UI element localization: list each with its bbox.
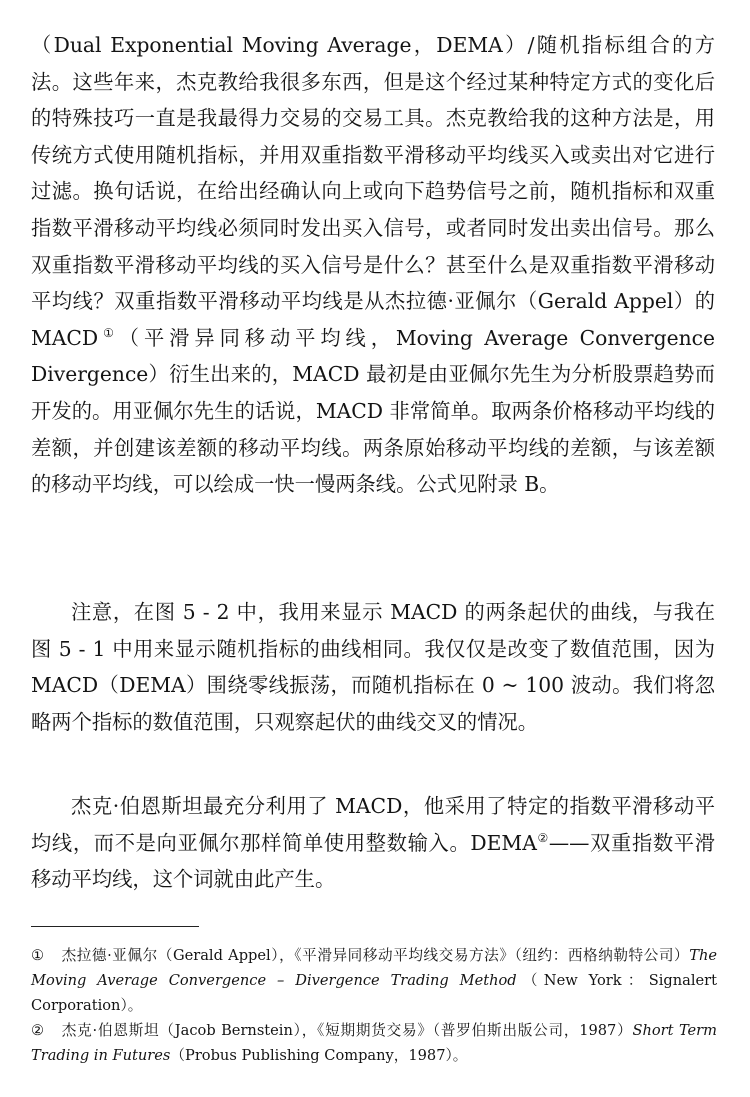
footnote-ref-1[interactable]: ① — [98, 325, 119, 340]
footnote-1 — [31, 943, 717, 1018]
body-paragraph-1 — [31, 27, 715, 503]
footnote-ref-2[interactable]: ② — [536, 830, 549, 845]
paragraph-1-text: （Dual Exponential Moving Average，DEMA）/随机指标组合的方法。这些年来，杰克教给我很多东西，但是这个经过某种特定方式的变化后的特殊技巧一直是我最得力交易的交易工具。杰克教给我的这种方法是，用传统方式使用随机指标，并用双重指数平滑移动平均线买入或卖出对它进行过滤。换句话说，在给出经确认向上或向下趋势信号之前，随机指标和双重指数平滑移动平均线必须同时发出买入信号，或者同时发出卖出信号。那么双重指数平滑移动平均线的买入信号是什么？甚至什么是双重指数平滑移动平均线？双重指数平滑移动平均线是从杰拉德·亚佩尔（Gerald Appel）的 — [31, 33, 715, 314]
paragraph-3-start: 杰克·伯恩斯坦最充分利用了 MACD，他采用了特定的指数平滑移动平均线，而不是向亚佩尔那样简单使用整数输入。DEMA — [31, 794, 715, 855]
footnote-1-title: The Moving Average Convergence – Divergence Trading Method — [31, 947, 717, 989]
body-paragraph-3 — [31, 788, 715, 898]
footnote-1-text-before: 杰拉德·亚佩尔（Gerald Appel），《平滑异同移动平均线交易方法》（纽约：西格纳勒特公司） — [61, 947, 690, 964]
footnote-1-text-after: （New York：Signalert Corporation）。 — [31, 972, 717, 1014]
paragraph-3-end: ——双重指数平滑移动平均线，这个词就由此产生。 — [31, 830, 715, 892]
paragraph-1-rest: （平滑异同移动平均线，Moving Average Convergence Divergence）衍生出来的，MACD 最初是由亚佩尔先生为分析股票趋势而开发的。用亚佩尔先生的话说，MACD 非常简单。取两条价格移动平均线的差额，并创建该差额的移动平均线。两条原始移动平均线的差额，与该差额的移动平均线，可以绘成一快一慢两条线。公式见附录 B。 — [31, 325, 715, 497]
body-paragraph-2: 注意，在图 5 - 2 中，我用来显示 MACD 的两条起伏的曲线，与我在图 5 - 1 中用来显示随机指标的曲线相同。我仅仅是改变了数值范围，因为 MACD（DEMA）围绕零线振荡，而随机指标在 0 ~ 100 波动。我们将忽略两个指标的数值范围，只观察起伏的曲线交叉的情况。 — [31, 600, 715, 734]
footnote-2 — [31, 1018, 717, 1068]
footnote-2-number: ② — [31, 1022, 45, 1039]
macd-term: MACD — [31, 325, 99, 350]
footnote-1-number: ① — [31, 947, 45, 964]
footnote-2-text-before: 杰克·伯恩斯坦（Jacob Bernstein），《短期期货交易》（普罗伯斯出版公司，1987） — [61, 1022, 633, 1039]
footnote-divider — [31, 926, 199, 927]
footnote-2-title: Short Term Trading in Futures — [31, 1022, 717, 1064]
footnote-2-text-after: （Probus Publishing Company，1987）。 — [170, 1047, 468, 1064]
